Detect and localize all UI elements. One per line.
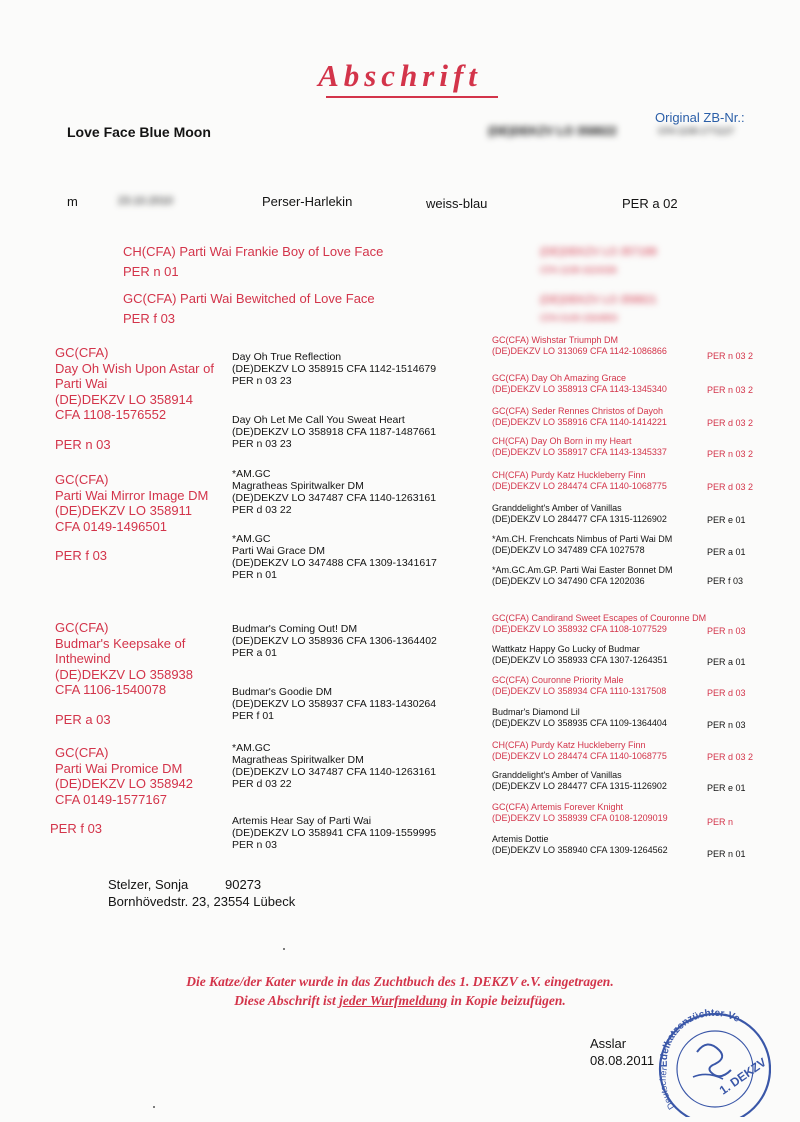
gen4-13-ems: PER d 03 2 bbox=[707, 752, 754, 762]
gp1-name: Day Oh Wish Upon Astar of bbox=[55, 360, 214, 376]
gen4-12-reg: (DE)DEKZV LO 358935 CFA 1109-1364404 bbox=[492, 717, 667, 728]
gen4-5-reg: (DE)DEKZV LO 284474 CFA 1140-1068775 bbox=[492, 480, 667, 491]
footer-line2-b: in Kopie beizufügen. bbox=[447, 993, 566, 1008]
ggp4-name: Parti Wai Grace DM bbox=[232, 545, 325, 557]
ggp8-ems: PER n 03 bbox=[232, 839, 277, 851]
gen4-9-reg: (DE)DEKZV LO 358932 CFA 1108-1077529 bbox=[492, 623, 667, 634]
gen4-1-name: GC(CFA) Wishstar Triumph DM bbox=[492, 335, 619, 345]
gp1-title: GC(CFA) bbox=[55, 345, 109, 360]
grandparent-3 bbox=[55, 620, 193, 727]
ggp2-name: Day Oh Let Me Call You Sweat Heart bbox=[232, 414, 405, 426]
stamp-text-left: Deutscher bbox=[657, 1066, 677, 1112]
gen4-11-name: GC(CFA) Couronne Priority Male bbox=[492, 675, 624, 685]
gp4-cfa: CFA 0149-1577167 bbox=[55, 791, 168, 807]
gen4-7-name: *Am.CH. Frenchcats Nimbus of Parti Wai DM bbox=[492, 534, 673, 544]
parent-sire-name: CH(CFA) Parti Wai Frankie Boy of Love Face bbox=[123, 244, 384, 259]
gen4-3-name: GC(CFA) Seder Rennes Christos of Dayoh bbox=[492, 406, 664, 416]
grandparent-4 bbox=[50, 745, 194, 837]
gp2-name: Parti Wai Mirror Image DM bbox=[55, 487, 209, 503]
gen4-6-name: Granddelight's Amber of Vanillas bbox=[492, 503, 622, 513]
ggp1-ems: PER n 03 23 bbox=[232, 375, 292, 387]
gen4-12-ems: PER n 03 bbox=[707, 720, 746, 730]
gen4-14-reg: (DE)DEKZV LO 284477 CFA 1315-1126902 bbox=[492, 780, 667, 791]
gen4-11 bbox=[492, 675, 666, 696]
gen4-11-reg: (DE)DEKZV LO 358934 CFA 1110-1317508 bbox=[492, 685, 667, 696]
parent-dam-cfa: CFA 0149-1564893 bbox=[540, 313, 618, 323]
ggp2-ems: PER n 03 23 bbox=[232, 438, 292, 450]
stamp-seal-icon bbox=[653, 1007, 771, 1117]
gp3-name: Budmar's Keepsake of bbox=[55, 635, 186, 651]
gp3-cfa: CFA 1106-1540078 bbox=[55, 682, 167, 697]
gen4-7-reg: (DE)DEKZV LO 347489 CFA 1027578 bbox=[492, 544, 645, 555]
ggp6-name: Budmar's Goodie DM bbox=[232, 686, 333, 698]
gen4-8-ems: PER f 03 bbox=[707, 576, 744, 586]
ggp4-title: *AM.GC bbox=[232, 533, 271, 545]
gen4-8-name: *Am.GC.Am.GP. Parti Wai Easter Bonnet DM bbox=[492, 565, 673, 575]
gen4-10-reg: (DE)DEKZV LO 358933 CFA 1307-1264351 bbox=[492, 654, 668, 665]
parent-dam-registry bbox=[540, 291, 657, 327]
great-grandparent-6 bbox=[232, 686, 436, 722]
ggp7-ems: PER d 03 22 bbox=[232, 778, 292, 790]
gen4-14 bbox=[492, 770, 667, 791]
owner-name: Stelzer, Sonja bbox=[108, 877, 189, 892]
gen4-14-ems: PER e 01 bbox=[707, 783, 746, 793]
gen4-5-ems: PER d 03 2 bbox=[707, 482, 754, 492]
ggp8-name: Artemis Hear Say of Parti Wai bbox=[232, 815, 372, 827]
great-grandparent-8 bbox=[232, 815, 436, 851]
gp3-name-2: Inthewind bbox=[55, 651, 111, 666]
parent-sire-registry bbox=[540, 243, 657, 279]
gp2-ems: PER f 03 bbox=[55, 548, 108, 563]
great-grandparent-2 bbox=[232, 414, 436, 450]
gen4-1-ems: PER n 03 2 bbox=[707, 351, 754, 361]
gen4-11-ems: PER d 03 bbox=[707, 688, 746, 698]
gen4-16 bbox=[492, 834, 668, 855]
great-grandparent-4 bbox=[232, 533, 437, 581]
gen4-16-name: Artemis Dottie bbox=[492, 834, 549, 844]
parent-sire-ems: PER n 01 bbox=[123, 264, 179, 279]
gen4-13-reg: (DE)DEKZV LO 284474 CFA 1140-1068775 bbox=[492, 750, 667, 761]
gen4-8-reg: (DE)DEKZV LO 347490 CFA 1202036 bbox=[492, 575, 645, 586]
great-grandparent-1 bbox=[232, 351, 436, 387]
gen4-6-ems: PER e 01 bbox=[707, 515, 746, 525]
owner-address: Bornhövedstr. 23, 23554 Lübeck bbox=[108, 894, 296, 909]
ggp4-reg: (DE)DEKZV LO 347488 CFA 1309-1341617 bbox=[232, 557, 437, 569]
gen4-8 bbox=[492, 565, 673, 586]
original-zb-label: Original ZB-Nr.: bbox=[655, 110, 745, 125]
gp4-ems: PER f 03 bbox=[50, 821, 103, 836]
gen4-4-reg: (DE)DEKZV LO 358917 CFA 1143-1345337 bbox=[492, 446, 667, 457]
gen4-13 bbox=[492, 740, 667, 761]
color: weiss-blau bbox=[426, 196, 488, 211]
date: 08.08.2011 bbox=[590, 1053, 655, 1068]
cfa-number: CFA 1108-1771127 bbox=[658, 126, 735, 136]
gen4-2-name: GC(CFA) Day Oh Amazing Grace bbox=[492, 373, 627, 383]
gp2-title: GC(CFA) bbox=[55, 472, 109, 487]
parent-sire-cfa: CFA 1108-1624336 bbox=[540, 265, 617, 275]
gen4-9-name: GC(CFA) Candirand Sweet Escapes of Couronne DM bbox=[492, 613, 707, 623]
gen4-2-reg: (DE)DEKZV LO 358913 CFA 1143-1345340 bbox=[492, 383, 667, 394]
owner-zip: 90273 bbox=[225, 877, 262, 892]
parent-sire bbox=[123, 242, 383, 282]
grandparent-1 bbox=[55, 345, 214, 452]
footer-line2-a: Diese Abschrift ist bbox=[234, 993, 340, 1008]
gen4-2-ems: PER n 03 2 bbox=[707, 385, 754, 395]
ggp3-ems: PER d 03 22 bbox=[232, 504, 292, 516]
gen4-5-name: CH(CFA) Purdy Katz Huckleberry Finn bbox=[492, 470, 646, 480]
grandparent-2 bbox=[55, 472, 208, 564]
gp4-title: GC(CFA) bbox=[55, 745, 109, 760]
gen4-5 bbox=[492, 470, 667, 491]
ggp6-reg: (DE)DEKZV LO 358937 CFA 1183-1430264 bbox=[232, 698, 437, 710]
place: Asslar bbox=[590, 1036, 627, 1051]
ggp1-reg: (DE)DEKZV LO 358915 CFA 1142-1514679 bbox=[232, 363, 437, 375]
gp2-reg: (DE)DEKZV LO 358911 bbox=[55, 503, 193, 518]
gen4-12-name: Budmar's Diamond Lil bbox=[492, 707, 580, 717]
gen4-3-reg: (DE)DEKZV LO 358916 CFA 1140-1414221 bbox=[492, 416, 667, 427]
gen4-6-reg: (DE)DEKZV LO 284477 CFA 1315-1126902 bbox=[492, 513, 667, 524]
gen4-14-name: Granddelight's Amber of Vanillas bbox=[492, 770, 622, 780]
gp3-ems: PER a 03 bbox=[55, 711, 111, 727]
footer-notice-line-1: Die Katze/der Kater wurde in das Zuchtbuch des 1. DEKZV e.V. eingetragen. bbox=[186, 974, 614, 989]
gp3-title: GC(CFA) bbox=[55, 620, 109, 635]
ggp4-ems: PER n 01 bbox=[232, 569, 277, 581]
gen4-12 bbox=[492, 707, 667, 728]
stamp-text-bottom: 1. DEKZV bbox=[716, 1055, 769, 1098]
gp4-reg: (DE)DEKZV LO 358942 bbox=[55, 776, 194, 791]
gen4-15-ems: PER n bbox=[707, 817, 734, 827]
great-grandparent-3 bbox=[232, 468, 436, 516]
gen4-1-reg: (DE)DEKZV LO 313069 CFA 1142-1086866 bbox=[492, 345, 667, 356]
registration-number: (DE)DEKZV LO 358822 bbox=[488, 124, 617, 138]
ggp6-ems: PER f 01 bbox=[232, 710, 275, 722]
ems-code: PER a 02 bbox=[622, 196, 678, 211]
gp3-reg: (DE)DEKZV LO 358938 bbox=[55, 666, 194, 682]
scan-speck bbox=[283, 948, 285, 950]
parent-dam-reg: (DE)DEKZV LO 358821 bbox=[540, 294, 657, 306]
gen4-4 bbox=[492, 436, 667, 457]
gp2-cfa: CFA 0149-1496501 bbox=[55, 518, 168, 534]
gp1-ems: PER n 03 bbox=[55, 436, 111, 452]
gen4-7-ems: PER a 01 bbox=[707, 547, 746, 557]
gp1-reg: (DE)DEKZV LO 358914 bbox=[55, 391, 194, 407]
gen4-15-name: GC(CFA) Artemis Forever Knight bbox=[492, 802, 624, 812]
ggp1-name: Day Oh True Reflection bbox=[232, 351, 342, 363]
gen4-10 bbox=[492, 644, 668, 665]
svg-text:Deutscher bbox=[658, 1066, 677, 1111]
cat-name: Love Face Blue Moon bbox=[67, 124, 211, 140]
ggp3-reg: (DE)DEKZV LO 347487 CFA 1140-1263161 bbox=[232, 492, 437, 504]
gen4-4-name: CH(CFA) Day Oh Born in my Heart bbox=[492, 436, 632, 446]
ggp5-reg: (DE)DEKZV LO 358936 CFA 1306-1364402 bbox=[232, 635, 437, 647]
parent-dam bbox=[123, 289, 375, 329]
association-stamp bbox=[653, 1007, 771, 1117]
footer-line2-underlined: jeder Wurfmeldung bbox=[339, 993, 448, 1008]
ggp2-reg: (DE)DEKZV LO 358918 CFA 1187-1487661 bbox=[232, 426, 437, 438]
gen4-3-ems: PER d 03 2 bbox=[707, 418, 754, 428]
gen4-16-reg: (DE)DEKZV LO 358940 CFA 1309-1264562 bbox=[492, 844, 668, 855]
scan-speck bbox=[153, 1106, 155, 1108]
ggp8-reg: (DE)DEKZV LO 358941 CFA 1109-1559995 bbox=[232, 827, 437, 839]
parent-sire-reg: (DE)DEKZV LO 357188 bbox=[540, 246, 657, 258]
gp4-name: Parti Wai Promice DM bbox=[55, 760, 183, 776]
ggp7-reg: (DE)DEKZV LO 347487 CFA 1140-1263161 bbox=[232, 766, 437, 778]
gen4-1 bbox=[492, 335, 667, 356]
svg-text:Edelkatzenzüchter-Ve bbox=[659, 1008, 742, 1067]
ggp7-title: *AM.GC bbox=[232, 742, 271, 754]
ggp5-ems: PER a 01 bbox=[232, 647, 277, 659]
document-title: Abschrift bbox=[318, 58, 482, 93]
gen4-6 bbox=[492, 503, 667, 524]
gen4-10-ems: PER a 01 bbox=[707, 657, 746, 667]
gen4-13-name: CH(CFA) Purdy Katz Huckleberry Finn bbox=[492, 740, 646, 750]
gen4-7 bbox=[492, 534, 672, 555]
gen4-3 bbox=[492, 406, 667, 427]
sex: m bbox=[67, 194, 78, 209]
gen4-9-ems: PER n 03 bbox=[707, 626, 746, 636]
ggp3-title: *AM.GC bbox=[232, 468, 271, 480]
ggp7-name: Magratheas Spiritwalker DM bbox=[232, 754, 364, 766]
parent-dam-name: GC(CFA) Parti Wai Bewitched of Love Face bbox=[123, 291, 375, 306]
gp1-name-2: Parti Wai bbox=[55, 376, 108, 391]
gen4-2 bbox=[492, 373, 667, 394]
gen4-15 bbox=[492, 802, 668, 823]
title-underline bbox=[326, 96, 498, 98]
gen4-4-ems: PER n 03 2 bbox=[707, 449, 754, 459]
gen4-10-name: Wattkatz Happy Go Lucky of Budmar bbox=[492, 644, 640, 654]
parent-dam-ems: PER f 03 bbox=[123, 311, 176, 326]
ggp3-name: Magratheas Spiritwalker DM bbox=[232, 480, 364, 492]
birth-date: 23.10.2010 bbox=[118, 195, 174, 207]
great-grandparent-5 bbox=[232, 623, 437, 659]
gp1-cfa: CFA 1108-1576552 bbox=[55, 407, 167, 422]
ggp5-name: Budmar's Coming Out! DM bbox=[232, 623, 358, 635]
gen4-16-ems: PER n 01 bbox=[707, 849, 746, 859]
gen4-15-reg: (DE)DEKZV LO 358939 CFA 0108-1209019 bbox=[492, 812, 668, 823]
great-grandparent-7 bbox=[232, 742, 436, 790]
stamp-text-top: Edelkatzenzüchter-Ve bbox=[658, 1007, 742, 1068]
breed: Perser-Harlekin bbox=[262, 194, 353, 209]
gen4-9 bbox=[492, 613, 706, 634]
